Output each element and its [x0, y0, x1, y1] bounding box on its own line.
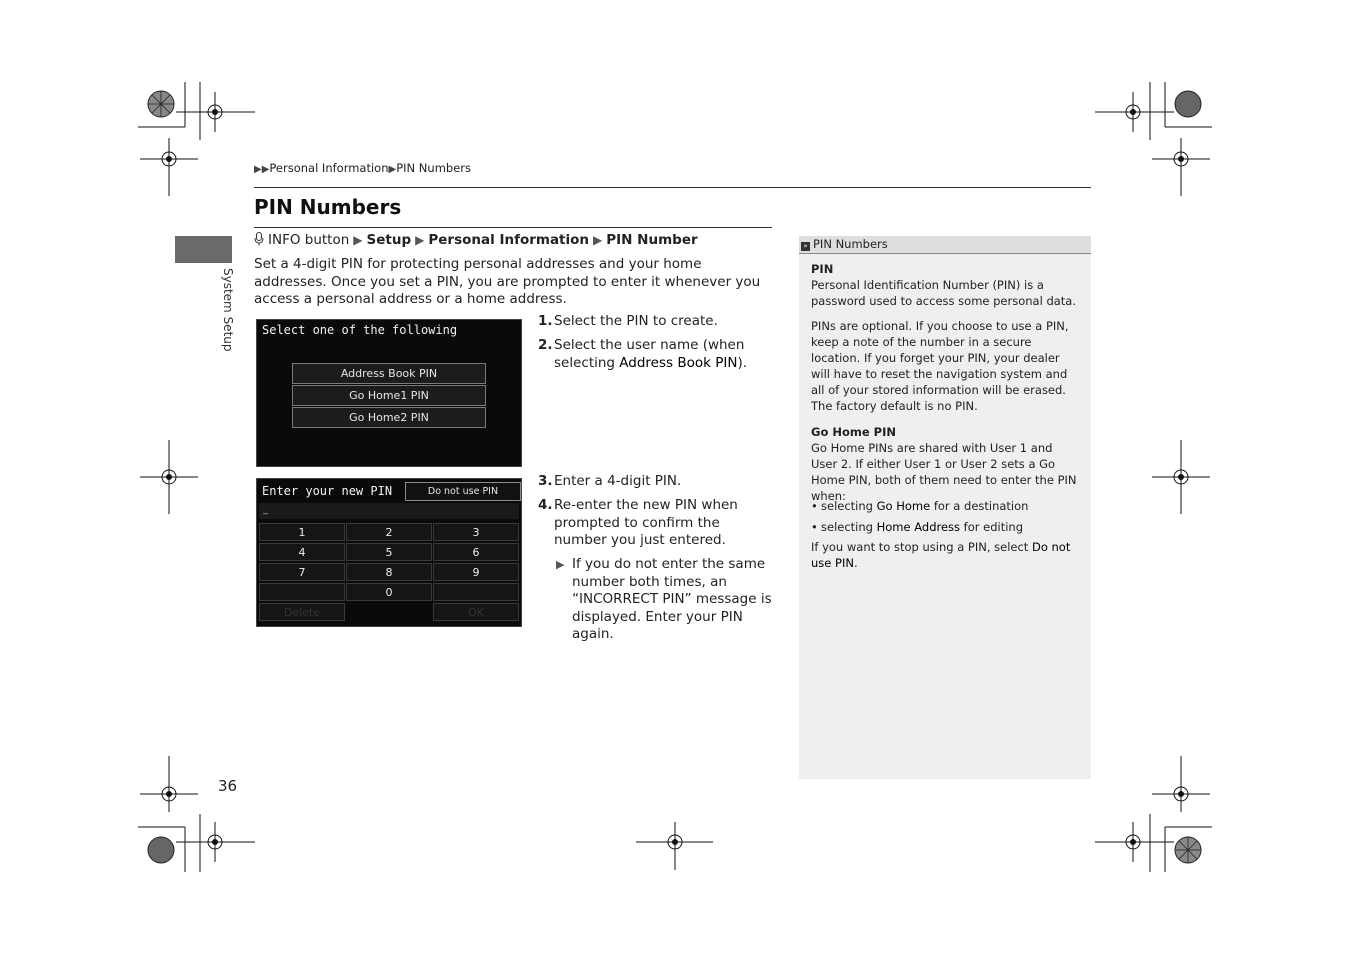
step-text: Select the user name (when selecting Address Book PIN).: [554, 337, 748, 371]
path-item-setup: Setup: [366, 232, 412, 248]
info-button-label: INFO button: [268, 232, 350, 248]
step-number: 4.: [538, 497, 553, 513]
path-arrow-icon: ▶: [593, 233, 603, 247]
step-text: Enter a 4-digit PIN.: [554, 473, 682, 489]
page-title: PIN Numbers: [254, 195, 402, 219]
pin-entry-field[interactable]: _: [259, 503, 519, 519]
go-home-pin-text: Go Home PINs are shared with User 1 and User 2. If either User 1 or User 2 sets a Go Home PIN, both of them need to enter the PIN when:: [811, 441, 1077, 503]
breadcrumb: [254, 161, 471, 175]
path-item-personal-information: Personal Information: [428, 232, 590, 248]
go-home2-pin-button[interactable]: Go Home2 PIN: [292, 407, 486, 428]
keypad-key[interactable]: 4: [259, 543, 345, 561]
keypad-key[interactable]: 9: [433, 563, 519, 581]
section-tab-marker: [175, 236, 232, 263]
note-text: If you do not enter the same number both times, an “INCORRECT PIN” message is displayed. Enter your PIN again.: [572, 556, 772, 642]
step-number: 3.: [538, 473, 553, 489]
section-tab-label: System Setup: [221, 268, 235, 352]
step-2: [538, 337, 773, 371]
sidebar-heading: [799, 236, 1091, 254]
keypad-blank: [433, 583, 519, 601]
ui-term: Address Book PIN: [619, 354, 738, 371]
keypad-key[interactable]: 0: [346, 583, 432, 601]
path-arrow-icon: ▶: [415, 233, 425, 247]
intro-paragraph: Set a 4-digit PIN for protecting personal addresses and your home addresses. Once you set a PIN, you are prompted to enter it whenever you access a personal address or a home address.: [254, 256, 761, 307]
stop-pin-text: If you want to stop using a PIN, select Do not use PIN.: [811, 540, 1071, 570]
keypad-blank: [259, 583, 345, 601]
keypad-key[interactable]: 1: [259, 523, 345, 541]
step-text: Re-enter the new PIN when prompted to confirm the number you just entered.: [554, 497, 738, 548]
screenshot-select-pin: [256, 319, 522, 467]
list-item: • selecting Home Address for editing: [811, 520, 1024, 534]
keypad-key[interactable]: 8: [346, 563, 432, 581]
pin-title: PIN: [811, 262, 834, 276]
header-rule: [254, 187, 1091, 188]
step-number: 1.: [538, 313, 553, 329]
keypad-key[interactable]: 6: [433, 543, 519, 561]
navigation-path: [254, 232, 698, 248]
do-not-use-pin-button[interactable]: Do not use PIN: [405, 482, 521, 501]
list-item: • selecting Go Home for a destination: [811, 499, 1029, 513]
reference-icon: »: [801, 242, 810, 251]
sidebar-notes: [799, 236, 1091, 779]
keypad-delete-button[interactable]: Delete: [259, 603, 345, 621]
voice-command-icon: [254, 232, 264, 246]
keypad-key[interactable]: 7: [259, 563, 345, 581]
breadcrumb-item: Personal Information: [269, 161, 389, 175]
path-item-pin-number: PIN Number: [606, 232, 698, 248]
breadcrumb-arrow-icon: ▶▶: [254, 164, 270, 175]
keypad-key[interactable]: 5: [346, 543, 432, 561]
sidebar-heading-text: PIN Numbers: [813, 237, 888, 251]
screenshot-enter-pin: [256, 478, 522, 627]
note-arrow-icon: ▶: [556, 558, 565, 571]
go-home-pin-title: Go Home PIN: [811, 425, 896, 439]
go-home1-pin-button[interactable]: Go Home1 PIN: [292, 385, 486, 406]
title-rule: [254, 227, 772, 228]
pin-optional-text: PINs are optional. If you choose to use a PIN, keep a note of the number in a secure location. If you forget your PIN, your dealer will have to reset the navigation system and all of your stored information will be erased. The factory default is no PIN.: [811, 319, 1069, 413]
step-1: [538, 313, 773, 331]
keypad-key[interactable]: 3: [433, 523, 519, 541]
breadcrumb-item: PIN Numbers: [396, 161, 471, 175]
address-book-pin-button[interactable]: Address Book PIN: [292, 363, 486, 384]
screen-caption: Enter your new PIN: [262, 484, 393, 498]
step-3: [538, 473, 773, 491]
pin-definition: Personal Identification Number (PIN) is a password used to access some personal data.: [811, 278, 1077, 308]
keypad-ok-button[interactable]: OK: [433, 603, 519, 621]
path-arrow-icon: ▶: [353, 233, 363, 247]
page-number: 36: [218, 777, 238, 795]
step-number: 2.: [538, 337, 553, 353]
breadcrumb-arrow-icon: ▶: [388, 164, 397, 175]
screen-caption: Select one of the following: [262, 323, 458, 337]
step-4: [538, 497, 773, 548]
step-text: Select the PIN to create.: [554, 313, 718, 329]
keypad-key[interactable]: 2: [346, 523, 432, 541]
